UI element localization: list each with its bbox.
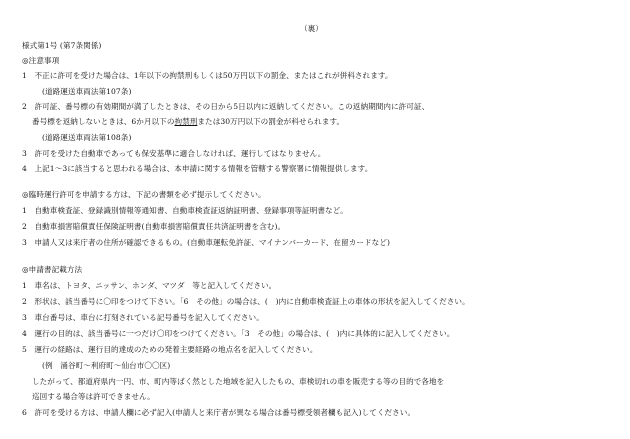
form-number: 様式第1号 (第7条関係) [22,41,102,50]
note-item-2-underlined: 拘禁刑 [174,117,198,126]
method-item-5-note-line-2: 巡回する場合等は許可できません。 [32,392,155,401]
method-item-1: 1 車名は、トヨタ、ニッサン、ホンダ、マツダ 等と記入してください。 [22,281,277,290]
reverse-side-mark: （裏） [300,24,323,33]
note-item-2-reference: (道路運送車両法第108条) [42,133,132,142]
note-item-2-line-2 [32,117,344,127]
documents-heading: ◎臨時運行許可を申請する方は、下記の書類を必ず提示してください。 [22,190,266,199]
method-item-5-example: (例 涌谷町〜利府町〜仙台市〇〇区) [42,361,171,370]
document-item-1: 1 自動車検査証、登録識別情報等通知書、自動車検査証返納証明書、登録事項等証明書など。 [22,206,348,215]
note-item-1: 1 不正に許可を受けた場合は、1年以下の拘禁刑もしくは50万円以下の罰金、またはこれが併科されます。 [22,71,393,80]
note-item-3: 3 許可を受けた自動車であっても保安基準に適合しなければ、運行してはなりません。 [22,149,326,158]
note-item-4: 4 上記1〜3に該当すると思われる場合は、本申請に関する情報を管轄する警察署に情報提供します。 [22,164,373,173]
method-heading: ◎申請書記載方法 [22,265,83,274]
notes-heading: ◎注意事項 [22,56,60,65]
method-item-5: 5 運行の経路は、運行目的達成のための発着主要経路の地点名を記入してください。 [22,345,318,354]
document-item-2: 2 自動車損害賠償責任保険証明書(自動車損害賠償責任共済証明書を含む)。 [22,222,286,231]
method-item-2: 2 形状は、該当番号に〇印をつけて下さい。「6 その他」の場合は、( )内に自動車検査証上の車体の形状を記入してください。 [22,297,470,306]
note-item-2-text-a: 番号標を返納しないときは、6か月以下の [32,117,175,126]
note-item-2-line-1: 2 許可証、番号標の有効期間が満了したときは、その日から5日以内に返納してください。この返納期間内に許可証、 [22,102,430,111]
note-item-1-reference: (道路運送車両法第107条) [42,87,132,96]
note-item-2-text-b: または30万円以下の罰金が科せられます。 [197,117,345,126]
method-item-6: 6 許可を受ける方は、申請人欄に必ず記入(申請人と来庁者が異なる場合は番号標受領者欄も記入)してください。 [22,408,416,417]
document-item-3: 3 申請人又は来庁者の住所が確認できるもの。(自動車運転免許証、マイナンバーカード、在留カードなど) [22,238,390,247]
method-item-4: 4 運行の目的は、該当番号に一つだけ〇印をつけてください。「3 その他」の場合は、( )内に具体的に記入してください。 [22,329,455,338]
method-item-3: 3 車台番号は、車台に打刻されている記号番号を記入してください。 [22,313,264,322]
method-item-5-note-line-1: したがって、都道府県内一円、市、町内等ばく然とした地域を記入したもの、車検切れの車を販売する等の目的で各地を [32,377,445,386]
